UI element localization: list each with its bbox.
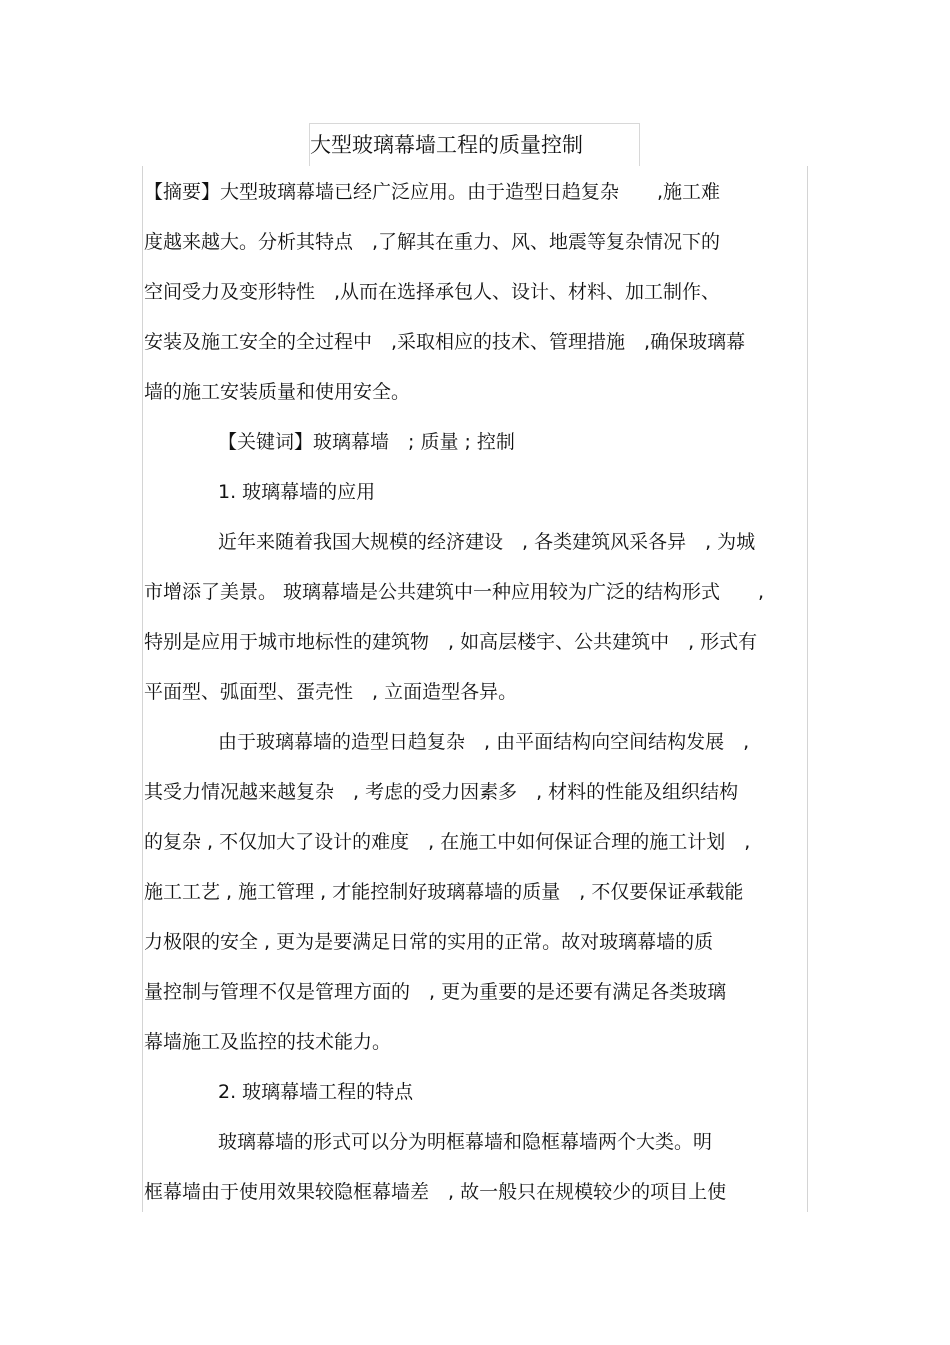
abstract-line-2: 度越来越大。分析其特点 ,了解其在重力、风、地震等复杂情况下的 <box>144 231 721 253</box>
paragraph-line: 平面型、弧面型、蛋壳性 , 立面造型各异。 <box>144 681 518 703</box>
paragraph-line: 力极限的安全 , 更为是要满足日常的实用的正常。故对玻璃幕墙的质 <box>144 931 714 953</box>
paragraph-line: 幕墙施工及监控的技术能力。 <box>144 1031 392 1053</box>
paragraph-line: 由于玻璃幕墙的造型日趋复杂 , 由平面结构向空间结构发展 , <box>218 731 750 753</box>
paragraph-line: 其受力情况越来越复杂 , 考虑的受力因素多 , 材料的性能及组织结构 <box>144 781 739 803</box>
paragraph-line: 特别是应用于城市地标性的建筑物 , 如高层楼宇、公共建筑中 , 形式有 <box>144 631 758 653</box>
paragraph-line: 近年来随着我国大规模的经济建设 , 各类建筑风采各异 , 为城 <box>218 531 756 553</box>
abstract-line-3: 空间受力及变形特性 ,从而在选择承包人、设计、材料、加工制作、 <box>144 281 721 303</box>
paragraph-line: 的复杂 , 不仅加大了设计的难度 , 在施工中如何保证合理的施工计划 , <box>144 831 751 853</box>
paragraph-line: 玻璃幕墙的形式可以分为明框幕墙和隐框幕墙两个大类。明 <box>218 1131 713 1153</box>
section-heading-2: 2. 玻璃幕墙工程的特点 <box>218 1081 414 1103</box>
paragraph-line: 量控制与管理不仅是管理方面的 , 更为重要的是还要有满足各类玻璃 <box>144 981 727 1003</box>
section-heading-1: 1. 玻璃幕墙的应用 <box>218 481 376 503</box>
abstract-line-1: 【摘要】大型玻璃幕墙已经广泛应用。由于造型日趋复杂 ,施工难 <box>144 181 721 203</box>
abstract-line-5: 墙的施工安装质量和使用安全。 <box>144 381 411 403</box>
document-title: 大型玻璃幕墙工程的质量控制 <box>310 133 583 157</box>
abstract-line-4: 安装及施工安全的全过程中 ,采取相应的技术、管理措施 ,确保玻璃幕 <box>144 331 746 353</box>
keywords-line: 【关键词】玻璃幕墙 ; 质量 ; 控制 <box>218 431 515 453</box>
paragraph-line: 施工工艺 , 施工管理 , 才能控制好玻璃幕墙的质量 , 不仅要保证承载能 <box>144 881 744 903</box>
paragraph-line: 市增添了美景。 玻璃幕墙是公共建筑中一种应用较为广泛的结构形式 , <box>144 581 765 603</box>
paragraph-line: 框幕墙由于使用效果较隐框幕墙差 , 故一般只在规模较少的项目上使 <box>144 1181 727 1203</box>
